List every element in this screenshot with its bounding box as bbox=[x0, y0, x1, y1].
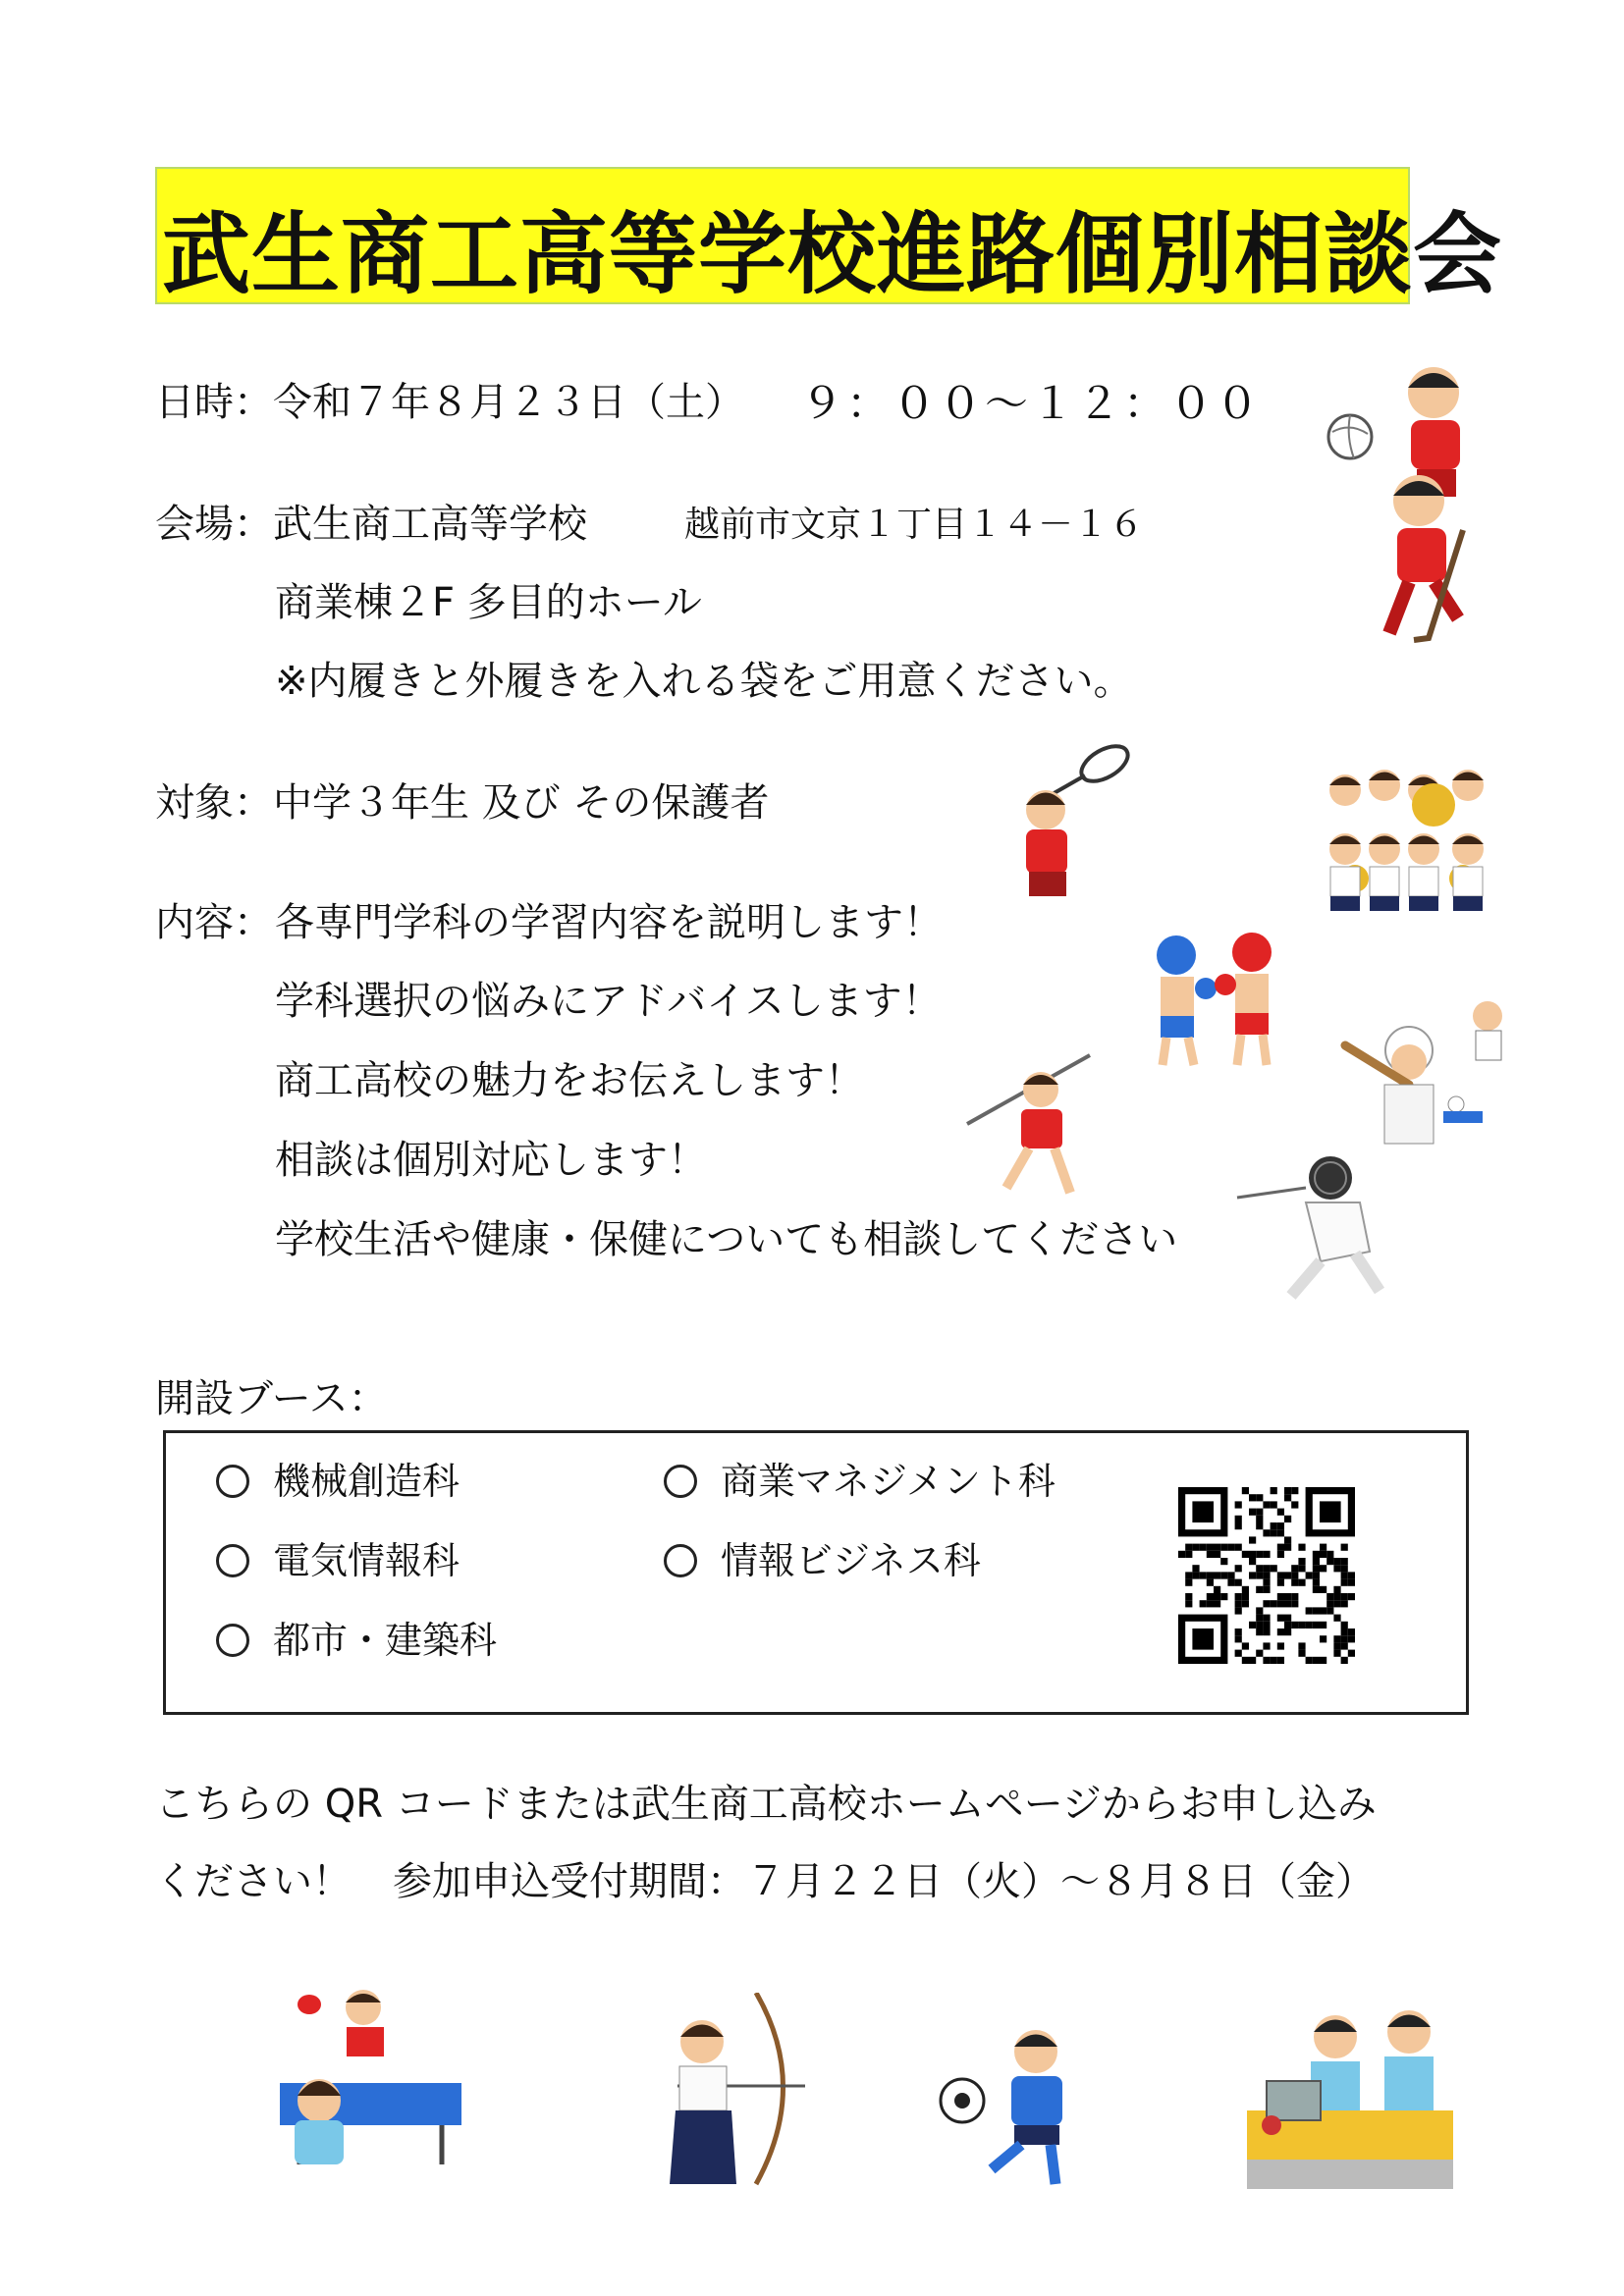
band-illustration bbox=[1316, 761, 1512, 937]
page-title: 武生商工高等学校進路個別相談会 bbox=[162, 203, 1502, 306]
venue-note: ※内履きと外履きを入れる袋をご用意ください。 bbox=[275, 659, 1133, 704]
content-item: 各専門学科の学習内容を説明します！ bbox=[275, 900, 943, 945]
target-label: 対象： bbox=[155, 780, 273, 826]
booth-item: 情報ビジネス科 bbox=[664, 1530, 981, 1584]
circle-icon bbox=[216, 1544, 249, 1577]
qr-code[interactable] bbox=[1178, 1487, 1355, 1664]
soccer-illustration bbox=[938, 2022, 1105, 2189]
target-row bbox=[155, 772, 769, 828]
content-item: 学校生活や健康・保健についても相談してください bbox=[275, 1217, 1178, 1262]
datetime-date: 令和７年８月２３日（土） bbox=[273, 380, 744, 425]
booths-label: 開設ブース： bbox=[155, 1376, 388, 1421]
booth-item: 機械創造科 bbox=[216, 1451, 460, 1505]
application-line2-prefix: ください！ bbox=[155, 1859, 352, 1904]
hockey-illustration bbox=[1370, 471, 1497, 648]
venue-name: 武生商工高等学校 bbox=[273, 502, 587, 547]
venue-label: 会場： bbox=[155, 502, 273, 547]
robotics-illustration bbox=[1227, 2002, 1453, 2199]
datetime-time: ９：００～１２：００ bbox=[800, 379, 1262, 429]
table-tennis-illustration bbox=[270, 1983, 466, 2169]
circle-icon bbox=[216, 1465, 249, 1498]
booth-item: 商業マネジメント科 bbox=[664, 1451, 1056, 1505]
circle-icon bbox=[216, 1624, 249, 1657]
baseball-illustration bbox=[1340, 991, 1527, 1148]
venue-row bbox=[155, 493, 587, 549]
content-label: 内容： bbox=[155, 900, 273, 945]
boxing-illustration bbox=[1149, 928, 1286, 1075]
circle-icon bbox=[664, 1465, 697, 1498]
booth-item: 電気情報科 bbox=[216, 1530, 460, 1584]
application-period: 参加申込受付期間：７月２２日（火）～８月８日（金） bbox=[393, 1859, 1375, 1904]
venue-address: 越前市文京１丁目１４－１６ bbox=[684, 505, 1145, 545]
target-text: 中学３年生 及び その保護者 bbox=[273, 780, 770, 826]
content-item: 相談は個別対応します！ bbox=[275, 1138, 707, 1183]
venue-room: 商業棟２F 多目的ホール bbox=[275, 580, 702, 625]
circle-icon bbox=[664, 1544, 697, 1577]
content-item: 商工高校の魅力をお伝えします！ bbox=[275, 1058, 864, 1103]
content-item: 学科選択の悩みにアドバイスします！ bbox=[275, 979, 942, 1024]
archery-illustration bbox=[638, 1993, 815, 2189]
booth-item: 都市・建築科 bbox=[216, 1610, 497, 1664]
badminton-illustration bbox=[992, 736, 1149, 913]
datetime-row bbox=[155, 371, 744, 427]
javelin-illustration bbox=[962, 1050, 1119, 1198]
datetime-label: 日時： bbox=[155, 380, 273, 425]
fencing-illustration bbox=[1232, 1144, 1389, 1301]
application-line1: こちらの QR コードまたは武生商工高校ホームページからお申し込み bbox=[155, 1782, 1377, 1827]
